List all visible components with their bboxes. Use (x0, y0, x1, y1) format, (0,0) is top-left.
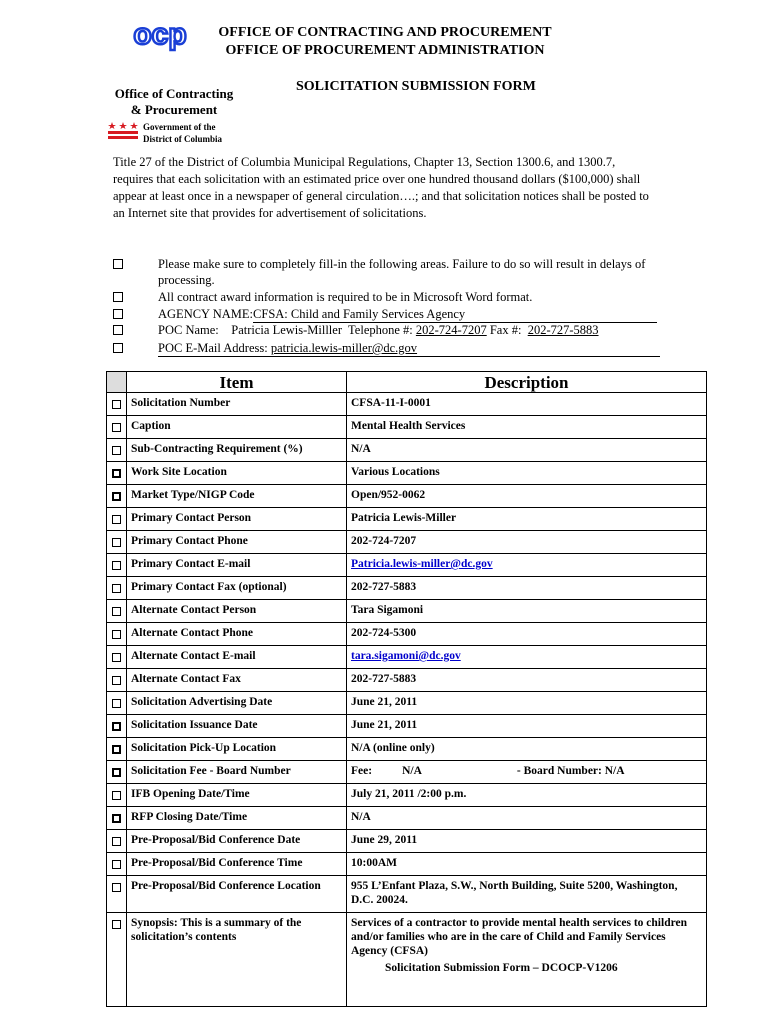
row-item: Solicitation Advertising Date (127, 692, 347, 715)
row-item: Solicitation Pick-Up Location (127, 738, 347, 761)
row-checkbox[interactable] (112, 423, 121, 432)
column-header-description: Description (347, 372, 707, 393)
row-desc (347, 761, 707, 784)
row-desc: 10:00AM (347, 853, 707, 876)
bullet-poc (113, 322, 673, 338)
fax-value: 202-727-5883 (527, 323, 599, 337)
table-row (107, 462, 707, 485)
row-item: Primary Contact Fax (optional) (127, 577, 347, 600)
fee-value: N/A (402, 765, 422, 777)
table-row (107, 853, 707, 876)
row-checkbox[interactable] (112, 515, 121, 524)
row-desc: N/A (online only) (347, 738, 707, 761)
row-checkbox[interactable] (112, 676, 121, 685)
row-item: Pre-Proposal/Bid Conference Date (127, 830, 347, 853)
table-row (107, 913, 707, 1007)
bullet-checkbox[interactable] (113, 292, 123, 302)
table-row (107, 554, 707, 577)
fee-label: Fee: (351, 765, 373, 777)
row-checkbox[interactable] (112, 653, 121, 662)
row-item: Sub-Contracting Requirement (%) (127, 439, 347, 462)
solicitation-table (106, 371, 707, 1007)
email-value[interactable]: patricia.lewis-miller@dc.gov (270, 341, 418, 355)
row-checkbox[interactable] (112, 400, 121, 409)
govt-line-2: District of Columbia (143, 134, 222, 144)
row-item: Work Site Location (127, 462, 347, 485)
row-item: Alternate Contact Fax (127, 669, 347, 692)
row-item: Solicitation Issuance Date (127, 715, 347, 738)
column-header-item: Item (127, 372, 347, 393)
row-item: Alternate Contact Person (127, 600, 347, 623)
row-desc: N/A (347, 807, 707, 830)
intro-paragraph: Title 27 of the District of Columbia Municipal Regulations, Chapter 13, Section 1300.6, and 1300.7, requires that each solicitation with an estimated price over one hundred thousand dollars ($100,000) shall appear at least once in a newspaper of general circulation….; and that solicitation notices shall be posted to an Internet site that provides for advertisement of solicitations. (113, 155, 649, 220)
table-row (107, 738, 707, 761)
table-row (107, 784, 707, 807)
bullet-agency (113, 306, 673, 322)
row-item: Alternate Contact E-mail (127, 646, 347, 669)
row-item: Primary Contact E-mail (127, 554, 347, 577)
row-item: Solicitation Fee - Board Number (127, 761, 347, 784)
bullet-text: Please make sure to completely fill-in the following areas. Failure to do so will result in delays of processing. (158, 257, 646, 287)
row-desc: Patricia Lewis-Miller (347, 508, 707, 531)
row-desc: 202-724-7207 (347, 531, 707, 554)
row-item: Market Type/NIGP Code (127, 485, 347, 508)
telephone-label: Telephone #: (348, 323, 413, 337)
poc-label: POC Name: (158, 323, 219, 337)
row-desc: 202-727-5883 (347, 577, 707, 600)
table-row (107, 416, 707, 439)
header-line-1: OFFICE OF CONTRACTING AND PROCUREMENT (218, 25, 552, 40)
office-line-2: & Procurement (130, 102, 218, 117)
email-label: POC E-Mail Address: (158, 341, 268, 355)
table-row (107, 439, 707, 462)
telephone-value: 202-724-7207 (415, 323, 487, 337)
bullet-checkbox[interactable] (113, 309, 123, 319)
row-item: Primary Contact Person (127, 508, 347, 531)
row-checkbox[interactable] (112, 920, 121, 929)
table-row (107, 692, 707, 715)
row-checkbox[interactable] (112, 745, 121, 754)
row-checkbox[interactable] (112, 860, 121, 869)
row-checkbox[interactable] (112, 561, 121, 570)
row-desc: June 21, 2011 (347, 715, 707, 738)
row-checkbox[interactable] (112, 814, 121, 823)
row-desc: Open/952-0062 (347, 485, 707, 508)
row-checkbox[interactable] (112, 469, 121, 478)
row-desc: June 21, 2011 (347, 692, 707, 715)
row-desc: Mental Health Services (347, 416, 707, 439)
alternate-email-link[interactable]: tara.sigamoni@dc.gov (351, 650, 461, 662)
row-item: Alternate Contact Phone (127, 623, 347, 646)
table-row (107, 600, 707, 623)
office-line-1: Office of Contracting (114, 86, 234, 101)
row-item: Solicitation Number (127, 393, 347, 416)
row-checkbox[interactable] (112, 883, 121, 892)
table-header-row (107, 372, 707, 393)
table-row (107, 646, 707, 669)
footer-form-id: Solicitation Submission Form – DCOCP-V1206 (385, 962, 618, 974)
row-item: Caption (127, 416, 347, 439)
agency-label: AGENCY NAME: (158, 307, 254, 321)
row-checkbox[interactable] (112, 630, 121, 639)
table-row (107, 669, 707, 692)
form-title: SOLICITATION SUBMISSION FORM (296, 79, 536, 94)
row-item: RFP Closing Date/Time (127, 807, 347, 830)
bullet-text: All contract award information is required to be in Microsoft Word format. (158, 290, 533, 304)
row-item: Pre-Proposal/Bid Conference Time (127, 853, 347, 876)
row-desc: 202-727-5883 (347, 669, 707, 692)
bullet-word-format (113, 289, 673, 305)
office-name (104, 86, 244, 118)
table-row (107, 485, 707, 508)
row-item: Pre-Proposal/Bid Conference Location (127, 876, 347, 913)
row-desc: Tara Sigamoni (347, 600, 707, 623)
row-checkbox[interactable] (112, 768, 121, 777)
poc-name: Patricia Lewis-Milller (231, 323, 342, 337)
row-desc: Services of a contractor to provide mental health services to children and/or families who are in the care of Child and Family Services Agency (CFSA) (347, 913, 707, 1007)
row-desc: CFSA-11-I-0001 (347, 393, 707, 416)
bullet-email (113, 340, 673, 356)
table-row (107, 393, 707, 416)
agency-value: CFSA: Child and Family Services Agency (253, 306, 657, 323)
bullet-checkbox[interactable] (113, 259, 123, 269)
table-row (107, 876, 707, 913)
row-checkbox[interactable] (112, 791, 121, 800)
row-checkbox[interactable] (112, 584, 121, 593)
row-desc: July 21, 2011 /2:00 p.m. (347, 784, 707, 807)
bullet-instructions (113, 256, 673, 288)
row-checkbox[interactable] (112, 446, 121, 455)
row-desc: June 29, 2011 (347, 830, 707, 853)
header-line-2: OFFICE OF PROCUREMENT ADMINISTRATION (225, 43, 545, 58)
table-row (107, 807, 707, 830)
table-row (107, 531, 707, 554)
table-row (107, 761, 707, 784)
fax-label: Fax #: (489, 323, 522, 337)
table-row (107, 830, 707, 853)
row-item: Primary Contact Phone (127, 531, 347, 554)
table-row (107, 715, 707, 738)
row-checkbox[interactable] (112, 607, 121, 616)
bullet-checkbox[interactable] (113, 325, 123, 335)
dc-flag-icon (108, 121, 138, 141)
table-row (107, 623, 707, 646)
govt-line-1: Government of the (143, 122, 216, 132)
row-item: Synopsis: This is a summary of the solicitation’s contents (127, 913, 347, 1007)
logo-lettering: ocp (133, 18, 187, 51)
row-desc: Various Locations (347, 462, 707, 485)
row-checkbox[interactable] (112, 538, 121, 547)
row-desc: 202-724-5300 (347, 623, 707, 646)
table-row (107, 508, 707, 531)
board-number: - Board Number: N/A (516, 765, 625, 777)
bullet-checkbox[interactable] (113, 343, 123, 353)
row-item: IFB Opening Date/Time (127, 784, 347, 807)
row-checkbox[interactable] (112, 837, 121, 846)
primary-email-link[interactable]: Patricia.lewis-miller@dc.gov (351, 558, 493, 570)
row-checkbox[interactable] (112, 722, 121, 731)
row-checkbox[interactable] (112, 492, 121, 501)
government-label (143, 121, 222, 145)
row-checkbox[interactable] (112, 699, 121, 708)
row-desc: 955 L’Enfant Plaza, S.W., North Building, Suite 5200, Washington, D.C. 20024. (347, 876, 707, 913)
table-row (107, 577, 707, 600)
row-desc: N/A (347, 439, 707, 462)
